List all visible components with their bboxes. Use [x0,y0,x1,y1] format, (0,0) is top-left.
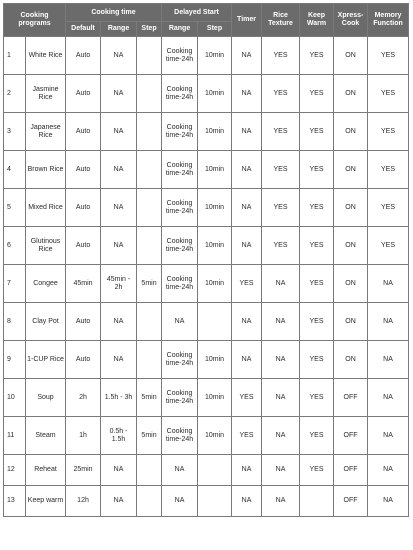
cell-memory-function: NA [368,341,409,379]
cell-time-step [137,151,162,189]
cell-delayed-range: Cooking time-24h [162,379,198,417]
cell-program: White Rice [26,37,66,75]
table-row [4,303,409,341]
cell-memory-function: YES [368,75,409,113]
cell-memory-function: YES [368,37,409,75]
header-delayed-range: Range [162,22,198,37]
cell-memory-function: YES [368,113,409,151]
cell-xpress-cook: OFF [334,417,368,455]
header-cooking-time: Cooking time [66,4,162,22]
cell-keep-warm: YES [300,37,334,75]
cell-number: 11 [4,417,26,455]
cell-rice-texture: NA [262,265,300,303]
cell-rice-texture: NA [262,486,300,517]
cell-time-step [137,341,162,379]
cell-number: 9 [4,341,26,379]
table-row [4,37,409,75]
cell-time-step: 5min [137,265,162,303]
cell-program: Jasmine Rice [26,75,66,113]
header-memory-function: Memory Function [368,4,409,37]
cell-keep-warm: YES [300,113,334,151]
cell-rice-texture: YES [262,75,300,113]
header-timer: Timer [232,4,262,37]
cell-default-time: 25min [66,455,101,486]
cell-memory-function: YES [368,227,409,265]
cooking-programs-table [3,3,409,517]
cell-keep-warm: YES [300,417,334,455]
cell-timer: NA [232,37,262,75]
cell-time-range: 1.5h - 3h [101,379,137,417]
cell-delayed-step [198,486,232,517]
cell-default-time: Auto [66,113,101,151]
cell-xpress-cook: ON [334,265,368,303]
cell-keep-warm: YES [300,75,334,113]
cell-rice-texture: NA [262,455,300,486]
cell-delayed-step: 10min [198,417,232,455]
cell-time-range: NA [101,303,137,341]
cell-time-range: NA [101,486,137,517]
cell-number: 3 [4,113,26,151]
header-range: Range [101,22,137,37]
cell-time-range: NA [101,341,137,379]
cell-default-time: Auto [66,75,101,113]
cell-timer: YES [232,265,262,303]
cell-xpress-cook: ON [334,37,368,75]
cell-program: Clay Pot [26,303,66,341]
cooking-programs-sheet [3,3,408,517]
cell-delayed-range: Cooking time-24h [162,417,198,455]
cell-program: Congee [26,265,66,303]
table-row [4,75,409,113]
cell-timer: NA [232,151,262,189]
cell-memory-function: NA [368,303,409,341]
header-delayed-start: Delayed Start [162,4,232,22]
cell-xpress-cook: ON [334,113,368,151]
cell-memory-function: NA [368,455,409,486]
cell-time-range: NA [101,75,137,113]
table-row [4,417,409,455]
cell-default-time: Auto [66,303,101,341]
cell-rice-texture: NA [262,303,300,341]
header-cooking-programs: Cooking programs [4,4,66,37]
cell-delayed-step [198,303,232,341]
cell-delayed-step: 10min [198,113,232,151]
cell-xpress-cook: OFF [334,379,368,417]
table-row [4,113,409,151]
cell-number: 7 [4,265,26,303]
cell-keep-warm: YES [300,455,334,486]
cell-default-time: Auto [66,189,101,227]
cell-delayed-range: Cooking time-24h [162,151,198,189]
cell-delayed-step: 10min [198,265,232,303]
cell-number: 8 [4,303,26,341]
cell-time-range: NA [101,189,137,227]
cell-delayed-step: 10min [198,379,232,417]
header-delayed-step: Step [198,22,232,37]
cell-rice-texture: NA [262,417,300,455]
cell-timer: NA [232,75,262,113]
header-xpress-cook: Xpress-Cook [334,4,368,37]
cell-keep-warm: YES [300,303,334,341]
cell-program: Japanese Rice [26,113,66,151]
cell-delayed-range: NA [162,486,198,517]
cell-time-step [137,75,162,113]
cell-number: 6 [4,227,26,265]
cell-time-range: NA [101,455,137,486]
cell-keep-warm [300,486,334,517]
cell-delayed-step: 10min [198,151,232,189]
cell-xpress-cook: ON [334,303,368,341]
cell-memory-function: NA [368,417,409,455]
cell-program: Mixed Rice [26,189,66,227]
cell-rice-texture: YES [262,113,300,151]
cell-timer: NA [232,341,262,379]
cell-timer: YES [232,379,262,417]
cell-number: 2 [4,75,26,113]
cell-number: 1 [4,37,26,75]
cell-time-range: NA [101,37,137,75]
cell-xpress-cook: ON [334,151,368,189]
cell-time-step: 5min [137,379,162,417]
cell-delayed-range: Cooking time-24h [162,37,198,75]
cell-delayed-range: Cooking time-24h [162,113,198,151]
cell-memory-function: YES [368,151,409,189]
cell-program: Brown Rice [26,151,66,189]
table-row [4,265,409,303]
cell-xpress-cook: ON [334,227,368,265]
cell-memory-function: YES [368,189,409,227]
cell-keep-warm: YES [300,189,334,227]
cell-time-range: 45min - 2h [101,265,137,303]
cell-rice-texture: YES [262,37,300,75]
cell-keep-warm: YES [300,341,334,379]
cell-program: Glutinous Rice [26,227,66,265]
header-step: Step [137,22,162,37]
cell-xpress-cook: OFF [334,455,368,486]
cell-program: 1-CUP Rice [26,341,66,379]
cell-keep-warm: YES [300,379,334,417]
cell-number: 5 [4,189,26,227]
cell-time-step [137,486,162,517]
header-rice-texture: Rice Texture [262,4,300,37]
cell-program: Reheat [26,455,66,486]
cell-timer: YES [232,417,262,455]
cell-timer: NA [232,113,262,151]
cell-time-step [137,227,162,265]
cell-timer: NA [232,189,262,227]
cell-rice-texture: YES [262,189,300,227]
cell-delayed-range: NA [162,303,198,341]
cell-xpress-cook: ON [334,341,368,379]
cell-xpress-cook: ON [334,189,368,227]
cell-default-time: Auto [66,227,101,265]
cell-delayed-range: NA [162,455,198,486]
cell-delayed-step [198,455,232,486]
cell-default-time: Auto [66,37,101,75]
cell-time-step: 5min [137,417,162,455]
cell-keep-warm: YES [300,265,334,303]
cell-delayed-step: 10min [198,75,232,113]
cell-time-range: NA [101,113,137,151]
table-row [4,189,409,227]
cell-number: 4 [4,151,26,189]
cell-time-step [137,189,162,227]
cell-time-step [137,303,162,341]
cell-default-time: 12h [66,486,101,517]
cell-delayed-range: Cooking time-24h [162,227,198,265]
cell-time-range: NA [101,227,137,265]
table-body [4,37,409,517]
cell-rice-texture: YES [262,227,300,265]
cell-delayed-range: Cooking time-24h [162,265,198,303]
cell-xpress-cook: OFF [334,486,368,517]
cell-keep-warm: YES [300,151,334,189]
cell-memory-function: NA [368,486,409,517]
cell-program: Soup [26,379,66,417]
cell-memory-function: NA [368,379,409,417]
cell-number: 13 [4,486,26,517]
cell-keep-warm: YES [300,227,334,265]
cell-default-time: 2h [66,379,101,417]
cell-delayed-step: 10min [198,189,232,227]
header-keep-warm: Keep Warm [300,4,334,37]
cell-time-step [137,113,162,151]
cell-rice-texture: NA [262,341,300,379]
cell-number: 10 [4,379,26,417]
table-row [4,227,409,265]
cell-delayed-range: Cooking time-24h [162,189,198,227]
cell-delayed-step: 10min [198,227,232,265]
table-row [4,151,409,189]
table-row [4,341,409,379]
cell-default-time: Auto [66,341,101,379]
cell-delayed-step: 10min [198,341,232,379]
cell-default-time: 45min [66,265,101,303]
cell-program: Steam [26,417,66,455]
cell-timer: NA [232,303,262,341]
cell-default-time: Auto [66,151,101,189]
cell-delayed-range: Cooking time-24h [162,75,198,113]
table-row [4,455,409,486]
cell-delayed-step: 10min [198,37,232,75]
cell-rice-texture: YES [262,151,300,189]
header-default: Default [66,22,101,37]
cell-rice-texture: NA [262,379,300,417]
cell-time-range: 0.5h - 1.5h [101,417,137,455]
cell-memory-function: NA [368,265,409,303]
cell-time-range: NA [101,151,137,189]
table-header [4,4,409,37]
cell-time-step [137,455,162,486]
cell-program: Keep warm [26,486,66,517]
cell-timer: NA [232,486,262,517]
cell-timer: NA [232,227,262,265]
table-row [4,379,409,417]
cell-xpress-cook: ON [334,75,368,113]
cell-time-step [137,37,162,75]
cell-default-time: 1h [66,417,101,455]
cell-number: 12 [4,455,26,486]
cell-delayed-range: Cooking time-24h [162,341,198,379]
table-row [4,486,409,517]
cell-timer: NA [232,455,262,486]
